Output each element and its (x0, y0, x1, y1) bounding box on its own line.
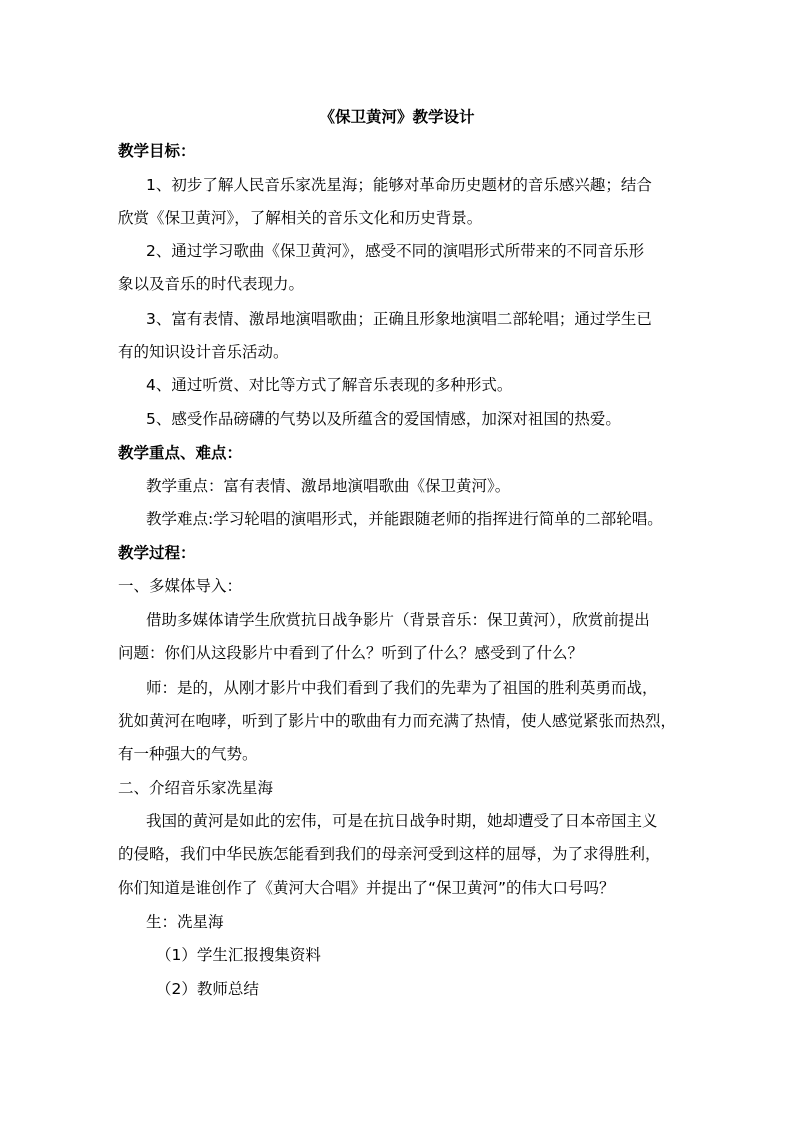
section-2-step-2: （2）教师总结 (156, 980, 259, 998)
section-2-p1-line-1: 我国的黄河是如此的宏伟，可是在抗日战争时期，她却遭受了日本帝国主义 (146, 812, 658, 830)
section-2-title: 二、介绍音乐家冼星海 (118, 779, 274, 797)
difficult-point: 教学难点:学习轮唱的演唱形式，并能跟随老师的指挥进行简单的二部轮唱。 (146, 510, 663, 528)
section-1-title: 一、多媒体导入： (118, 577, 243, 595)
goals-heading: 教学目标： (118, 142, 196, 160)
key-points-heading: 教学重点、难点： (118, 444, 243, 462)
goal-2-line-2: 象以及音乐的时代表现力。 (118, 275, 305, 293)
section-1-p2-line-3: 有一种强大的气势。 (118, 745, 258, 763)
goal-2-line-1: 2、通过学习歌曲《保卫黄河》，感受不同的演唱形式所带来的不同音乐形 (146, 242, 645, 260)
section-1-p2-line-2: 犹如黄河在咆哮，听到了影片中的歌曲有力而充满了热情，使人感觉紧张而热烈， (118, 712, 677, 730)
goal-1-line-1: 1、初步了解人民音乐家冼星海；能够对革命历史题材的音乐感兴趣；结合 (146, 176, 652, 194)
section-2-p1-line-2: 的侵略，我们中华民族怎能看到我们的母亲河受到这样的屈辱，为了求得胜利， (118, 845, 661, 863)
section-1-p1-line-2: 问题：你们从这段影片中看到了什么？听到了什么？感受到了什么？ (118, 644, 584, 662)
section-1-p2-line-1: 师：是的，从刚才影片中我们看到了我们的先辈为了祖国的胜利英勇而战， (146, 679, 658, 697)
section-2-p1-line-3: 你们知道是谁创作了《黄河大合唱》并提出了“保卫黄河”的伟大口号吗？ (118, 879, 615, 897)
goal-5: 5、感受作品磅礴的气势以及所蕴含的爱国情感，加深对祖国的热爱。 (146, 410, 621, 428)
goal-1-line-2: 欣赏《保卫黄河》，了解相关的音乐文化和历史背景。 (118, 209, 483, 227)
key-point: 教学重点：富有表情、激昂地演唱歌曲《保卫黄河》。 (146, 477, 511, 495)
document-title: 《保卫黄河》教学设计 (319, 108, 475, 126)
section-2-step-1: （1）学生汇报搜集资料 (156, 946, 321, 964)
goal-4: 4、通过听赏、对比等方式了解音乐表现的多种形式。 (146, 376, 513, 394)
process-heading: 教学过程： (118, 544, 196, 562)
section-1-p1-line-1: 借助多媒体请学生欣赏抗日战争影片（背景音乐：保卫黄河），欣赏前提出 (146, 611, 650, 629)
section-2-answer: 生：冼星海 (146, 913, 224, 931)
goal-3-line-1: 3、富有表情、激昂地演唱歌曲；正确且形象地演唱二部轮唱；通过学生已 (146, 310, 652, 328)
goal-3-line-2: 有的知识设计音乐活动。 (118, 343, 289, 361)
